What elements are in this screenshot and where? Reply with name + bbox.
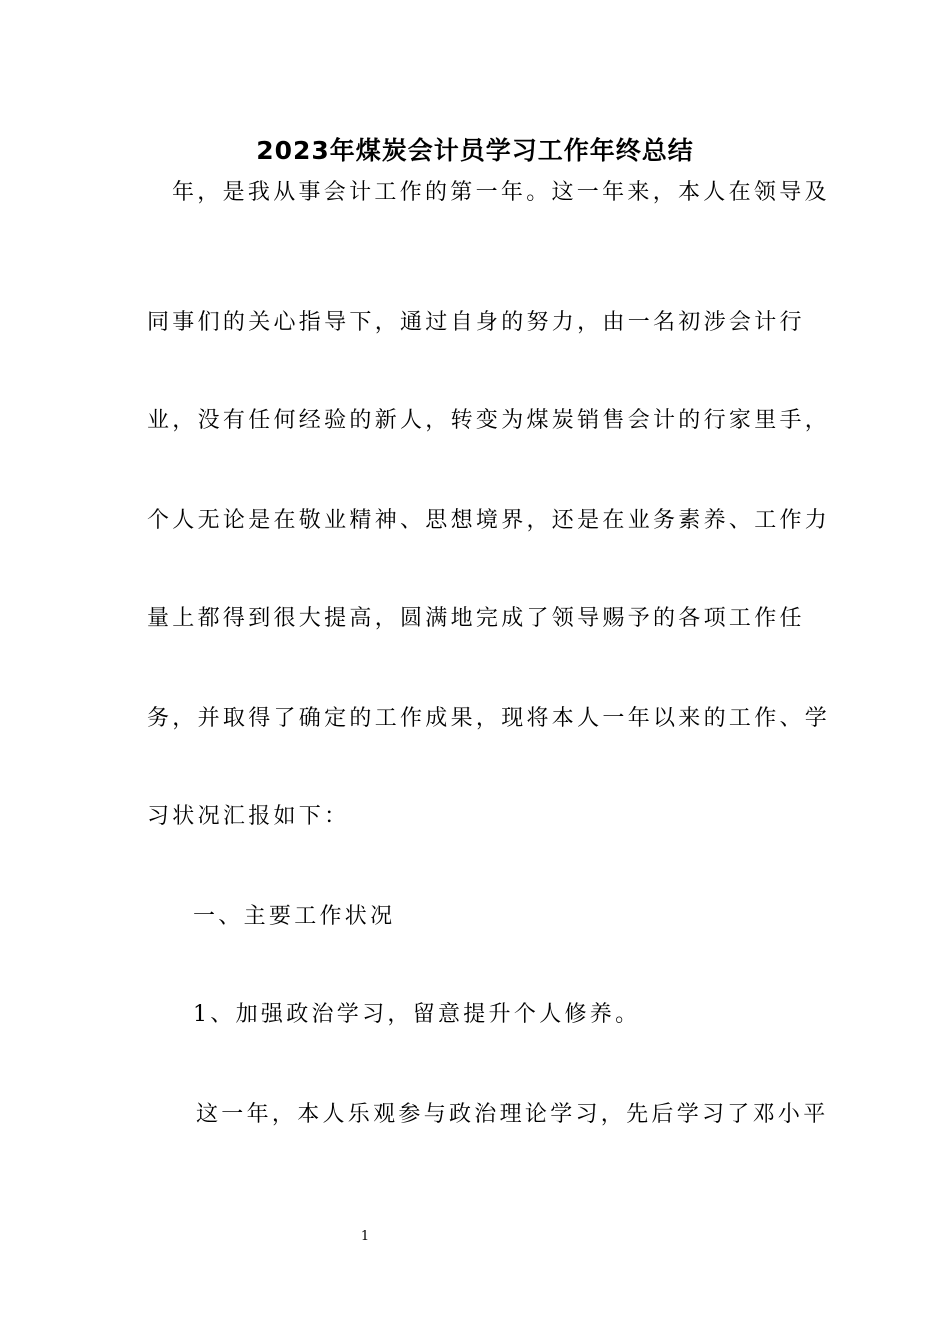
subsection-heading: 1、加强政治学习，留意提升个人修养。 (193, 1002, 641, 1027)
section-heading: 一、主要工作状况 (193, 904, 396, 929)
paragraph-line: 习状况汇报如下： (147, 804, 350, 829)
paragraph-line: 同事们的关心指导下，通过自身的努力，由一名初涉会计行 (147, 310, 805, 335)
paragraph-line: 这一年，本人乐观参与政治理论学习，先后学习了邓小平 (196, 1102, 829, 1127)
page-number: 1 (360, 1229, 370, 1244)
document-title: 2023年煤炭会计员学习工作年终总结 (256, 136, 694, 165)
paragraph-line: 量上都得到很大提高，圆满地完成了领导赐予的各项工作任 (147, 606, 805, 631)
paragraph-line: 年，是我从事会计工作的第一年。这一年来，本人在领导及 (172, 180, 830, 205)
paragraph-line: 业，没有任何经验的新人，转变为煤炭销售会计的行家里手， (147, 408, 831, 433)
paragraph-line: 务，并取得了确定的工作成果，现将本人一年以来的工作、学 (147, 706, 831, 731)
paragraph-line: 个人无论是在敬业精神、思想境界，还是在业务素养、工作力 (147, 508, 831, 533)
